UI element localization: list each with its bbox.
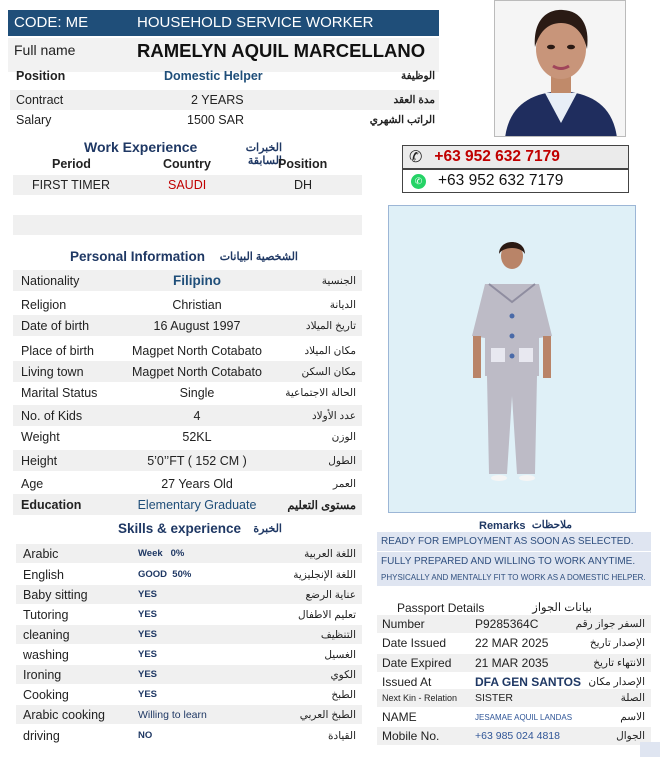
empty-row (13, 215, 362, 235)
salary-ar: الراتب الشهري (369, 114, 435, 126)
personal-value: Magpet North Cotabato (132, 343, 262, 358)
skill-row (16, 665, 362, 684)
personal-ar: الطول (328, 454, 356, 467)
personal-label: Religion (21, 297, 67, 312)
skill-label: Cooking (23, 687, 69, 702)
personal-ar: عدد الأولاد (311, 409, 356, 422)
header-title: HOUSEHOLD SERVICE WORKER (137, 14, 374, 31)
full-name-value: RAMELYN AQUIL MARCELLANO (137, 40, 426, 61)
personal-row (13, 494, 362, 515)
skill-row (16, 544, 362, 563)
personal-row (13, 382, 362, 403)
skill-label: Arabic cooking (23, 707, 105, 722)
personal-label: Place of birth (21, 343, 94, 358)
skill-row (16, 645, 362, 664)
passport-row (377, 689, 651, 707)
skill-value: YES (138, 609, 158, 620)
passport-value: DFA GEN SANTOS (475, 675, 582, 689)
skill-value: Week 0% (138, 548, 185, 559)
personal-label: No. of Kids (21, 408, 83, 423)
position-value: Domestic Helper (164, 69, 263, 83)
salary-value: 1500 SAR (187, 113, 244, 127)
passport-label: NAME (382, 710, 417, 724)
skill-ar: الطبخ العربي (299, 708, 356, 721)
remarks-title: Remarks (479, 520, 526, 532)
skill-label: Ironing (23, 667, 62, 682)
personal-label: Living town (21, 364, 84, 379)
personal-row (13, 340, 362, 361)
salary-label: Salary (16, 113, 52, 127)
personal-value: Magpet North Cotabato (132, 364, 262, 379)
passport-ar: الانتهاء تاريخ (593, 657, 645, 669)
personal-row (13, 405, 362, 426)
personal-value: Filipino (173, 273, 221, 288)
skill-ar: القيادة (328, 729, 356, 742)
personal-row (13, 294, 362, 315)
work-period: FIRST TIMER (32, 178, 111, 192)
header-code: CODE: ME (14, 14, 89, 31)
personal-title: Personal Information (70, 249, 206, 264)
personal-row (13, 473, 362, 494)
passport-title: Passport Details (397, 601, 485, 615)
personal-row (13, 270, 362, 291)
contract-ar: مدة العقد (393, 94, 435, 106)
personal-value: 4 (193, 408, 201, 423)
personal-label: Nationality (21, 273, 80, 288)
personal-label: Weight (21, 429, 60, 444)
passport-label: Number (382, 617, 425, 631)
skill-value: YES (138, 629, 158, 640)
skill-value: GOOD 50% (138, 569, 192, 580)
skill-label: Tutoring (23, 607, 69, 622)
skill-value: YES (138, 669, 158, 680)
passport-label: Date Issued (382, 636, 447, 650)
passport-value: 21 MAR 2035 (475, 656, 549, 670)
position-row (10, 66, 439, 86)
personal-ar: الجنسية (321, 274, 356, 287)
passport-row (377, 634, 651, 652)
passport-title-ar: بيانات الجواز (532, 602, 592, 614)
full-name-label: Full name (14, 42, 76, 58)
position-ar: الوظيفة (400, 70, 435, 82)
personal-ar: الوزن (331, 430, 356, 443)
skills-title-ar: الخبرة (253, 523, 282, 535)
passport-ar: الإصدار مكان (588, 676, 645, 688)
personal-value: 5’0’’FT ( 152 CM ) (147, 453, 247, 468)
personal-label: Education (21, 497, 82, 512)
personal-ar: مستوى التعليم (287, 499, 356, 512)
skill-label: cleaning (23, 627, 70, 642)
skill-ar: التنظيف (320, 628, 356, 641)
skill-ar: الكوي (330, 668, 356, 681)
personal-ar: مكان الميلاد (304, 344, 356, 357)
skill-value: Willing to learn (138, 708, 207, 721)
skill-label: driving (23, 728, 60, 743)
skill-ar: عناية الرضع (305, 588, 356, 601)
skill-ar: تعليم الاطفال (298, 608, 356, 621)
work-header-position: Position (278, 157, 328, 171)
passport-ar: الاسم (620, 711, 645, 723)
personal-row (13, 315, 362, 336)
personal-ar: الديانة (329, 298, 356, 311)
personal-value: 16 August 1997 (153, 318, 241, 333)
passport-row (377, 615, 651, 633)
passport-label: Mobile No. (382, 729, 440, 743)
passport-ar: الإصدار تاريخ (589, 637, 645, 649)
passport-value: SISTER (475, 692, 513, 704)
personal-ar: تاريخ الميلاد (305, 319, 356, 332)
passport-value: +63 985 024 4818 (475, 730, 560, 742)
personal-value: Christian (172, 297, 222, 312)
passport-value: P9285364C (475, 617, 539, 631)
skill-value: YES (138, 589, 158, 600)
work-position: DH (294, 178, 313, 192)
work-experience-header (10, 155, 362, 173)
personal-ar: الحالة الاجتماعية (285, 386, 356, 399)
contract-label: Contract (16, 93, 64, 107)
personal-value: 27 Years Old (161, 476, 233, 491)
skill-label: English (23, 567, 64, 582)
personal-label: Height (21, 453, 58, 468)
skill-label: Baby sitting (23, 587, 88, 602)
phone-call[interactable] (402, 145, 629, 169)
passport-ar: الصلة (620, 692, 645, 704)
header-bar (8, 10, 439, 36)
passport-row (377, 727, 651, 745)
skill-row (16, 605, 362, 624)
work-experience-title: Work Experience (84, 139, 198, 155)
personal-ar: العمر (332, 477, 356, 490)
personal-value: Single (179, 385, 215, 400)
work-experience-row (13, 175, 362, 195)
skill-label: Arabic (23, 546, 59, 561)
skill-value: NO (138, 730, 153, 741)
skill-ar: الطبخ (331, 688, 356, 701)
personal-ar: مكان السكن (301, 365, 356, 378)
passport-ar: السفر جواز رقم (575, 618, 645, 630)
passport-row (377, 708, 651, 726)
passport-label: Issued At (382, 675, 432, 689)
personal-label: Age (21, 476, 44, 491)
passport-ar: الجوال (616, 730, 645, 742)
personal-title-ar: الشخصية البيانات (219, 251, 298, 263)
phone-icon: ✆ (409, 149, 423, 166)
position-label: Position (16, 69, 66, 83)
salary-row (10, 110, 439, 130)
personal-value: 52KL (182, 429, 212, 444)
corner-decoration (640, 742, 660, 757)
contract-value: 2 YEARS (191, 93, 244, 107)
whatsapp-icon: ✆ (411, 174, 426, 189)
personal-value: Elementary Graduate (137, 497, 257, 512)
phone-whatsapp[interactable] (402, 169, 629, 193)
personal-row (13, 426, 362, 447)
passport-value: JESAMAE AQUIL LANDAS (475, 712, 573, 722)
remark-line: PHYSICALLY AND MENTALLY FIT TO WORK AS A DOMESTIC HELPER. (377, 569, 651, 586)
personal-row (13, 361, 362, 382)
personal-label: Date of birth (21, 318, 90, 333)
personal-label: Marital Status (21, 385, 98, 400)
passport-label: Next Kin - Relation (382, 693, 458, 703)
skill-ar: اللغة العربية (304, 547, 356, 560)
skill-ar: اللغة الإنجليزية (293, 568, 356, 581)
skills-title: Skills & experience (118, 521, 242, 536)
passport-value: 22 MAR 2025 (475, 636, 549, 650)
skill-row (16, 705, 362, 724)
work-country: SAUDI (168, 178, 207, 192)
contract-row (10, 90, 439, 110)
personal-row (13, 450, 362, 471)
passport-label: Date Expired (382, 656, 452, 670)
skill-value: YES (138, 649, 158, 660)
remark-line: READY FOR EMPLOYMENT AS SOON AS SELECTED. (377, 532, 651, 551)
skill-ar: الغسيل (324, 648, 356, 661)
skill-row (16, 585, 362, 604)
work-header-period: Period (52, 157, 91, 171)
full-body-photo (388, 205, 636, 513)
remark-line: FULLY PREPARED AND WILLING TO WORK ANYTIME. (377, 552, 651, 571)
work-header-country: Country (163, 157, 211, 171)
skill-row (16, 625, 362, 644)
work-experience-title-ar: الخبرات السابقة (245, 142, 282, 167)
skill-row (16, 685, 362, 704)
skill-value: YES (138, 689, 158, 700)
profile-photo (494, 0, 626, 137)
skill-row (16, 565, 362, 584)
passport-row (377, 654, 651, 672)
phone-call-number: +63 952 632 7179 (434, 148, 560, 165)
skill-row (16, 726, 362, 745)
remarks-title-ar: ملاحظات (531, 519, 572, 531)
phone-whatsapp-number: +63 952 632 7179 (438, 172, 564, 189)
skill-label: washing (23, 647, 69, 662)
